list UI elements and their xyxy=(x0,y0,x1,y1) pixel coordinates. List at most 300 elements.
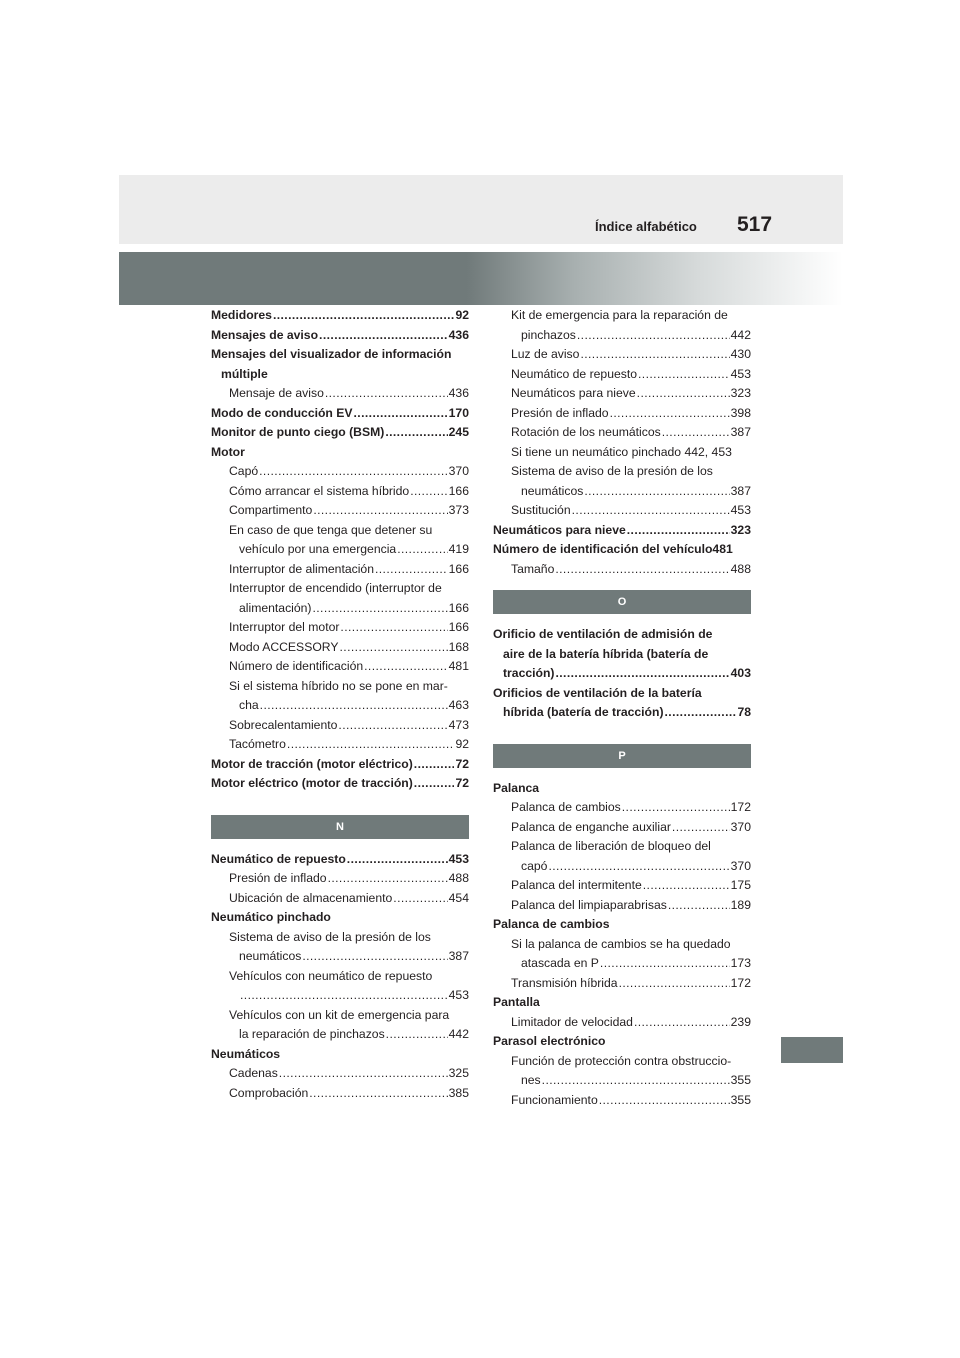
index-entry-text: Vehículos con neumático de repuesto xyxy=(229,968,433,983)
dot-leader xyxy=(340,638,448,658)
index-entry-line xyxy=(493,521,751,541)
index-entry-sub xyxy=(493,345,751,365)
index-entry-sub xyxy=(493,1013,751,1033)
index-entry-line xyxy=(493,625,751,645)
index-entry-sub xyxy=(493,876,751,896)
index-entry-text: En caso de que tenga que detener su xyxy=(229,522,433,537)
index-entry-page: 78 xyxy=(737,705,751,719)
section-side-tab xyxy=(781,1037,843,1063)
index-entry-line xyxy=(511,818,751,838)
index-entry-line xyxy=(229,579,469,599)
index-entry-line xyxy=(511,1071,751,1091)
index-block xyxy=(211,850,469,1104)
index-entry-main xyxy=(211,755,469,775)
index-entry-text: vehículo por una emergencia xyxy=(239,542,397,556)
index-entry-line xyxy=(211,326,469,346)
dot-leader xyxy=(302,947,447,967)
index-entry-text: Vehículos con un kit de emergencia para xyxy=(229,1007,450,1022)
index-entry-sub xyxy=(493,896,751,916)
index-entry-line xyxy=(229,947,469,967)
index-entry-text: atascada en P xyxy=(521,956,599,970)
index-entry-main xyxy=(493,625,751,684)
index-entry-text: neumáticos xyxy=(239,949,302,963)
dot-leader xyxy=(665,703,737,723)
index-entry-main xyxy=(211,345,469,384)
dot-leader xyxy=(393,889,447,909)
index-entry-line xyxy=(211,345,469,365)
index-entry-text: Neumáticos para nieve xyxy=(511,386,636,400)
dot-leader xyxy=(319,326,448,346)
index-entry-main xyxy=(211,1045,469,1065)
index-entry-line xyxy=(229,618,469,638)
index-entry-page: 172 xyxy=(730,800,751,814)
dot-leader xyxy=(599,1091,730,1111)
index-entry-text: Ubicación de almacenamiento xyxy=(229,890,393,905)
index-entry-text: Funcionamiento xyxy=(511,1092,598,1107)
index-entry-main xyxy=(211,326,469,346)
dot-leader xyxy=(584,482,729,502)
index-entry-line xyxy=(229,735,469,755)
dot-leader xyxy=(643,876,730,896)
index-entry-sub xyxy=(211,462,469,482)
index-entry-line xyxy=(229,462,469,482)
index-block xyxy=(493,625,751,723)
index-entry-sub xyxy=(211,618,469,638)
index-entry-page: 166 xyxy=(448,600,469,615)
index-entry-sub xyxy=(211,638,469,658)
index-entry-page: 488 xyxy=(448,871,469,885)
index-entry-sub xyxy=(493,1091,751,1111)
index-entry-sub xyxy=(211,1084,469,1104)
index-entry-text: Tacómetro xyxy=(229,737,286,751)
index-entry-line xyxy=(211,404,469,424)
dot-leader xyxy=(580,345,729,365)
index-entry-sub xyxy=(493,306,751,345)
index-entry-sub xyxy=(493,1052,751,1091)
dot-leader xyxy=(610,404,730,424)
index-entry-main xyxy=(211,774,469,794)
index-entry-page: 385 xyxy=(448,1085,469,1100)
index-entry-page: 387 xyxy=(730,425,751,439)
index-entry-line xyxy=(211,443,469,463)
index-entry-sub xyxy=(211,521,469,560)
index-entry-line xyxy=(511,326,751,346)
index-entry-text: Neumático pinchado xyxy=(211,910,331,924)
index-entry-text: neumáticos xyxy=(521,483,584,498)
index-column-right xyxy=(493,306,751,1110)
index-entry-sub xyxy=(211,716,469,736)
index-entry-page: 473 xyxy=(448,717,469,732)
dot-leader xyxy=(572,501,730,521)
index-entry-text: híbrida (batería de tracción) xyxy=(503,705,664,719)
index-entry-text: Pantalla xyxy=(493,995,540,1009)
index-entry-page: 488 xyxy=(730,561,751,576)
header-background xyxy=(119,175,843,244)
index-entry-text: Neumático de repuesto xyxy=(211,851,346,866)
index-entry-line xyxy=(229,716,469,736)
letter-heading-n: N xyxy=(211,815,469,839)
dot-leader xyxy=(287,735,455,755)
dot-leader xyxy=(313,501,447,521)
index-entry-line xyxy=(511,560,751,580)
index-entry-line xyxy=(511,1052,751,1072)
index-entry-line xyxy=(229,501,469,521)
index-entry-page: 168 xyxy=(448,639,469,654)
index-entry-line xyxy=(493,1032,751,1052)
dot-leader xyxy=(662,423,730,443)
dot-leader xyxy=(260,696,448,716)
dot-leader xyxy=(338,716,447,736)
index-entry-text: Presión de inflado xyxy=(511,405,609,420)
index-entry-text: Neumáticos para nieve xyxy=(493,522,626,537)
index-entry-line xyxy=(229,986,469,1006)
index-entry-sub xyxy=(493,384,751,404)
index-entry-sub xyxy=(493,818,751,838)
index-entry-text: Comprobación xyxy=(229,1085,309,1100)
index-entry-sub xyxy=(493,404,751,424)
index-entry-line xyxy=(211,850,469,870)
index-entry-line xyxy=(211,423,469,443)
index-entry-text: Palanca de cambios xyxy=(511,800,621,814)
index-entry-line xyxy=(511,482,751,502)
index-entry-page: 72 xyxy=(455,776,469,790)
index-entry-page: 387 xyxy=(730,483,751,498)
index-entry-text: Mensajes del visualizador de información xyxy=(211,347,452,361)
index-entry-text: Interruptor de encendido (interruptor de xyxy=(229,581,442,595)
index-entry-sub xyxy=(493,974,751,994)
dot-leader xyxy=(325,384,448,404)
index-entry-main xyxy=(493,1032,751,1052)
index-entry-line xyxy=(511,974,751,994)
index-entry-sub xyxy=(493,365,751,385)
index-entry-main xyxy=(211,443,469,463)
dot-leader xyxy=(668,896,730,916)
dot-leader xyxy=(347,850,448,870)
index-entry-text: Neumático de repuesto xyxy=(511,366,638,381)
index-entry-page: 436 xyxy=(448,327,469,342)
index-entry-line xyxy=(511,443,751,463)
index-entry-text: la reparación de pinchazos xyxy=(239,1027,385,1041)
index-entry-line xyxy=(229,1064,469,1084)
index-entry-text: Mensaje de aviso xyxy=(229,386,324,400)
index-entry-text: Palanca de enganche auxiliar xyxy=(511,819,671,834)
dot-leader xyxy=(637,384,730,404)
index-entry-line xyxy=(229,928,469,948)
index-entry-page: 239 xyxy=(730,1014,751,1029)
dot-leader xyxy=(328,869,448,889)
index-entry-sub xyxy=(493,462,751,501)
index-entry-text: Si el sistema híbrido no se pone en mar- xyxy=(229,678,448,693)
index-entry-text: Neumáticos xyxy=(211,1046,281,1061)
index-entry-line xyxy=(229,560,469,580)
index-entry-text: Motor eléctrico (motor de tracción) xyxy=(211,776,413,790)
dot-leader xyxy=(577,326,730,346)
index-entry-text: Capó xyxy=(229,464,259,478)
index-entry-page: 170 xyxy=(448,405,469,420)
index-entry-line xyxy=(229,482,469,502)
index-entry-text: Número de identificación xyxy=(229,659,364,673)
dot-leader xyxy=(397,540,447,560)
index-entry-sub xyxy=(211,889,469,909)
index-entry-page: 92 xyxy=(455,308,469,322)
index-entry-line xyxy=(211,755,469,775)
index-entry-page: 403 xyxy=(730,666,751,680)
index-entry-main xyxy=(493,993,751,1013)
dot-leader xyxy=(622,798,730,818)
dot-leader xyxy=(354,404,448,424)
index-entry-page: 453 xyxy=(448,851,469,866)
index-entry-sub xyxy=(211,482,469,502)
index-entry-page: 430 xyxy=(730,347,751,361)
index-entry-page: 355 xyxy=(730,1092,751,1107)
index-block xyxy=(493,306,751,579)
index-entry-text: Parasol electrónico xyxy=(493,1034,606,1048)
index-column-left xyxy=(211,306,469,1103)
index-entry-text: Palanca del limpiaparabrisas xyxy=(511,897,667,912)
index-entry-text: Palanca de cambios xyxy=(493,917,610,931)
index-entry-text: Motor xyxy=(211,444,245,459)
index-entry-page: 370 xyxy=(730,819,751,834)
index-entry-line xyxy=(229,1084,469,1104)
dot-leader xyxy=(619,974,730,994)
index-entry-page: 325 xyxy=(448,1066,469,1080)
dot-leader xyxy=(414,755,455,775)
index-entry-main xyxy=(211,306,469,326)
index-entry-line xyxy=(229,384,469,404)
dot-leader xyxy=(542,1071,730,1091)
index-entry-text: Tamaño xyxy=(511,561,555,576)
index-entry-line xyxy=(511,384,751,404)
page-number: 517 xyxy=(737,213,773,236)
index-entry-line xyxy=(511,306,751,326)
index-entry-main xyxy=(493,684,751,723)
dot-leader xyxy=(638,365,730,385)
index-entry-page: 454 xyxy=(448,890,469,905)
index-entry-sub xyxy=(211,677,469,716)
index-entry-page: 453 xyxy=(448,988,469,1002)
index-entry-sub xyxy=(493,837,751,876)
index-entry-main xyxy=(493,540,751,560)
index-entry-sub xyxy=(493,935,751,974)
index-entry-line xyxy=(511,365,751,385)
index-entry-text: Sustitución xyxy=(511,503,571,517)
index-entry-text: Interruptor del motor xyxy=(229,620,340,634)
index-entry-page: 453 xyxy=(730,503,751,517)
index-entry-text: alimentación) xyxy=(239,600,312,615)
index-entry-line xyxy=(211,1045,469,1065)
index-entry-text: Interruptor de alimentación xyxy=(229,561,374,576)
index-entry-sub xyxy=(211,928,469,967)
index-entry-text: tracción) xyxy=(503,666,555,680)
index-entry-sub xyxy=(211,579,469,618)
dot-leader xyxy=(312,599,447,619)
dot-leader xyxy=(364,657,448,677)
index-entry-line xyxy=(229,521,469,541)
index-entry-main xyxy=(211,850,469,870)
index-entry-sub xyxy=(493,423,751,443)
index-entry-main xyxy=(211,404,469,424)
index-entry-line xyxy=(511,837,751,857)
index-entry-text: Mensajes de aviso xyxy=(211,327,319,342)
index-entry-line xyxy=(493,664,751,684)
index-entry-text: pinchazos xyxy=(521,327,576,342)
index-entry-sub xyxy=(211,1006,469,1045)
index-entry-page: 245 xyxy=(448,425,469,439)
index-entry-line xyxy=(511,501,751,521)
letter-heading-p: P xyxy=(493,744,751,768)
dot-leader xyxy=(634,1013,730,1033)
index-entry-sub xyxy=(493,501,751,521)
index-entry-text: Transmisión híbrida xyxy=(511,975,618,990)
index-entry-line xyxy=(493,779,751,799)
index-entry-sub xyxy=(493,560,751,580)
index-entry-main xyxy=(493,915,751,935)
index-entry-line xyxy=(493,540,751,560)
index-entry-line xyxy=(211,306,469,326)
dot-leader xyxy=(259,462,448,482)
index-entry-text: Sobrecalentamiento xyxy=(229,717,338,732)
index-entry-text: Monitor de punto ciego (BSM) xyxy=(211,425,385,439)
index-entry-text: Cadenas xyxy=(229,1066,278,1080)
index-entry-page: 442 xyxy=(448,1027,469,1041)
index-entry-line xyxy=(493,645,751,665)
dot-leader xyxy=(309,1084,447,1104)
index-entry-text: aire de la batería híbrida (batería de xyxy=(503,646,709,661)
index-entry-text: Modo de conducción EV xyxy=(211,405,353,420)
index-entry-line xyxy=(511,876,751,896)
index-entry-line xyxy=(211,908,469,928)
index-entry-line xyxy=(511,423,751,443)
index-entry-text: Modo ACCESSORY xyxy=(229,639,339,654)
index-entry-page: 370 xyxy=(730,858,751,873)
dot-leader xyxy=(627,521,730,541)
index-entry-page: 172 xyxy=(730,975,751,990)
index-entry-page: 175 xyxy=(730,878,751,892)
index-entry-text: Cómo arrancar el sistema híbrido xyxy=(229,483,410,498)
dot-leader xyxy=(279,1064,448,1084)
index-entry-text: Presión de inflado xyxy=(229,871,327,885)
index-entry-line xyxy=(211,365,469,385)
index-entry-text: Limitador de velocidad xyxy=(511,1014,633,1029)
index-entry-page: 387 xyxy=(448,949,469,963)
letter-heading-o: O xyxy=(493,590,751,614)
index-entry-text: Si tiene un neumático pinchado 442, 453 xyxy=(511,444,732,459)
index-entry-page: 442 xyxy=(730,327,751,342)
index-entry-text: Compartimento xyxy=(229,503,313,517)
index-entry-page: 453 xyxy=(730,366,751,381)
index-entry-page: 189 xyxy=(730,897,751,912)
dot-leader xyxy=(600,954,730,974)
dot-leader xyxy=(273,306,454,326)
index-entry-page: 323 xyxy=(730,386,751,400)
index-entry-line xyxy=(229,967,469,987)
index-entry-page: 373 xyxy=(448,503,469,517)
dot-leader xyxy=(672,818,730,838)
index-entry-main xyxy=(493,779,751,799)
index-entry-line xyxy=(511,1013,751,1033)
index-entry-sub xyxy=(211,560,469,580)
dot-leader xyxy=(410,482,447,502)
index-entry-text: Kit de emergencia para la reparación de xyxy=(511,308,728,322)
index-entry-main xyxy=(211,423,469,443)
index-entry-page: 463 xyxy=(448,698,469,712)
index-entry-line xyxy=(493,684,751,704)
index-entry-line xyxy=(229,889,469,909)
index-entry-line xyxy=(229,1025,469,1045)
index-entry-text: Sistema de aviso de la presión de los xyxy=(511,464,713,478)
index-entry-text: Número de identificación del vehículo481 xyxy=(493,542,733,556)
index-entry-page: 166 xyxy=(448,620,469,634)
index-entry-line xyxy=(511,1091,751,1111)
index-entry-text: Si la palanca de cambios se ha quedado xyxy=(511,936,731,951)
index-entry-text: Sistema de aviso de la presión de los xyxy=(229,929,431,944)
dot-leader xyxy=(414,774,455,794)
index-entry-page: 166 xyxy=(448,483,469,498)
index-entry-text: cha xyxy=(239,698,259,712)
index-entry-page: 173 xyxy=(730,956,751,970)
index-entry-text: capó xyxy=(521,858,548,873)
index-entry-line xyxy=(511,896,751,916)
index-entry-line xyxy=(511,857,751,877)
index-entry-main xyxy=(211,908,469,928)
index-entry-page: 166 xyxy=(448,561,469,576)
index-entry-sub xyxy=(211,967,469,1006)
dot-leader xyxy=(386,1025,448,1045)
index-entry-text: Función de protección contra obstruccio- xyxy=(511,1053,732,1068)
dot-leader xyxy=(385,423,447,443)
index-entry-page: 436 xyxy=(448,386,469,400)
index-block xyxy=(493,779,751,1111)
index-entry-line xyxy=(229,677,469,697)
index-entry-line xyxy=(511,462,751,482)
index-entry-line xyxy=(493,915,751,935)
index-entry-page: 419 xyxy=(448,542,469,556)
index-entry-page: 355 xyxy=(730,1073,751,1087)
index-entry-line xyxy=(511,798,751,818)
index-entry-line xyxy=(229,540,469,560)
index-entry-line xyxy=(511,345,751,365)
index-block xyxy=(211,306,469,794)
index-entry-text: Motor de tracción (motor eléctrico) xyxy=(211,756,413,771)
index-entry-sub xyxy=(211,1064,469,1084)
index-entry-line xyxy=(511,935,751,955)
index-entry-text: Rotación de los neumáticos xyxy=(511,425,661,439)
section-title: Índice alfabético xyxy=(595,219,697,234)
index-entry-sub xyxy=(493,443,751,463)
index-entry-text: nes xyxy=(521,1073,541,1087)
index-entry-line xyxy=(229,638,469,658)
index-entry-page: 92 xyxy=(455,737,469,751)
index-entry-text: Medidores xyxy=(211,308,272,322)
index-entry-text: Luz de aviso xyxy=(511,347,580,361)
index-entry-line xyxy=(229,869,469,889)
header-gradient-bar xyxy=(119,252,843,305)
index-entry-page: 323 xyxy=(730,522,751,537)
index-entry-text: Orificios de ventilación de la batería xyxy=(493,685,702,700)
dot-leader xyxy=(340,618,447,638)
dot-leader xyxy=(555,664,729,684)
index-entry-page: 72 xyxy=(455,756,469,771)
index-entry-line xyxy=(511,404,751,424)
index-entry-text: Orificio de ventilación de admisión de xyxy=(493,627,713,641)
index-entry-sub xyxy=(211,735,469,755)
index-entry-text: Palanca del intermitente xyxy=(511,878,642,892)
index-entry-sub xyxy=(493,798,751,818)
index-entry-main xyxy=(493,521,751,541)
index-entry-text: múltiple xyxy=(221,366,268,381)
index-entry-line xyxy=(493,703,751,723)
dot-leader xyxy=(555,560,729,580)
